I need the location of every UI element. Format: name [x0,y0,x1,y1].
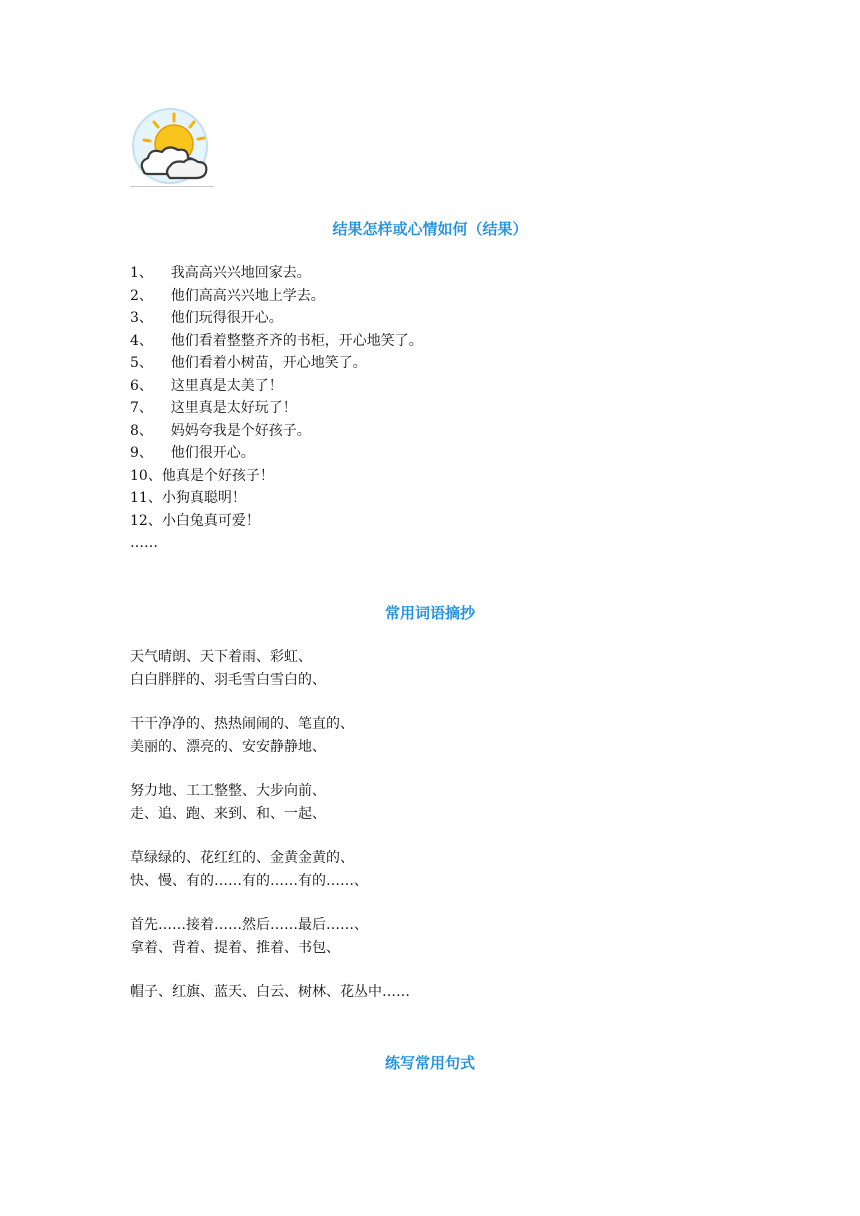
list-item: 4、 他们看着整整齐齐的书柜，开心地笑了。 [130,332,423,349]
list-ellipsis: …… [130,535,158,551]
list-item: 12、小白兔真可爱！ [130,512,260,529]
word-group [130,981,410,1004]
word-line: 走、追、跑、来到、和、一起、 [130,805,326,822]
word-line: 努力地、工工整整、大步向前、 [130,783,326,799]
list-item: 2、 他们高高兴兴地上学去。 [130,287,325,304]
list-item: 8、 妈妈夸我是个好孩子。 [130,422,311,439]
logo-divider [130,186,214,187]
section-heading-sentence-patterns: 练写常用句式 [384,1054,475,1072]
word-line: 白白胖胖的、羽毛雪白雪白的、 [130,671,326,688]
word-line: 快、慢、有的……有的……有的……、 [130,872,368,889]
list-item: 11、小狗真聪明！ [130,490,246,506]
list-item: 7、 这里真是太好玩了！ [130,400,297,416]
word-line: 天气晴朗、天下着雨、彩虹、 [130,649,312,665]
list-item: 6、 这里真是太美了！ [130,377,283,394]
word-group [130,914,410,959]
word-group [130,780,410,825]
list-item: 10、他真是个好孩子！ [130,467,274,484]
list-item: 3、 他们玩得很开心。 [130,310,283,326]
word-line: 草绿绿的、花红红的、金黄金黄的、 [130,850,354,866]
list-item: 9、 他们很开心。 [130,445,255,461]
word-line: 帽子、红旗、蓝天、白云、树林、花丛中…… [130,984,410,1000]
word-line: 美丽的、漂亮的、安安静静地、 [130,738,326,755]
word-group [130,847,410,892]
list-item: 1、 我高高兴兴地回家去。 [130,265,311,281]
word-group [130,646,410,691]
result-sentence-list [130,262,423,555]
word-excerpt-block [130,646,410,1026]
sun-cloud-logo-icon [130,106,214,188]
word-line: 首先……接着……然后……最后……、 [130,917,368,933]
list-item: 5、 他们看着小树苗，开心地笑了。 [130,355,367,371]
section-heading-result: 结果怎样或心情如何（结果） [332,220,528,238]
word-group [130,713,410,758]
word-line: 拿着、背着、提着、推着、书包、 [130,939,340,956]
word-line: 干干净净的、热热闹闹的、笔直的、 [130,716,354,732]
section-heading-words: 常用词语摘抄 [384,604,475,622]
